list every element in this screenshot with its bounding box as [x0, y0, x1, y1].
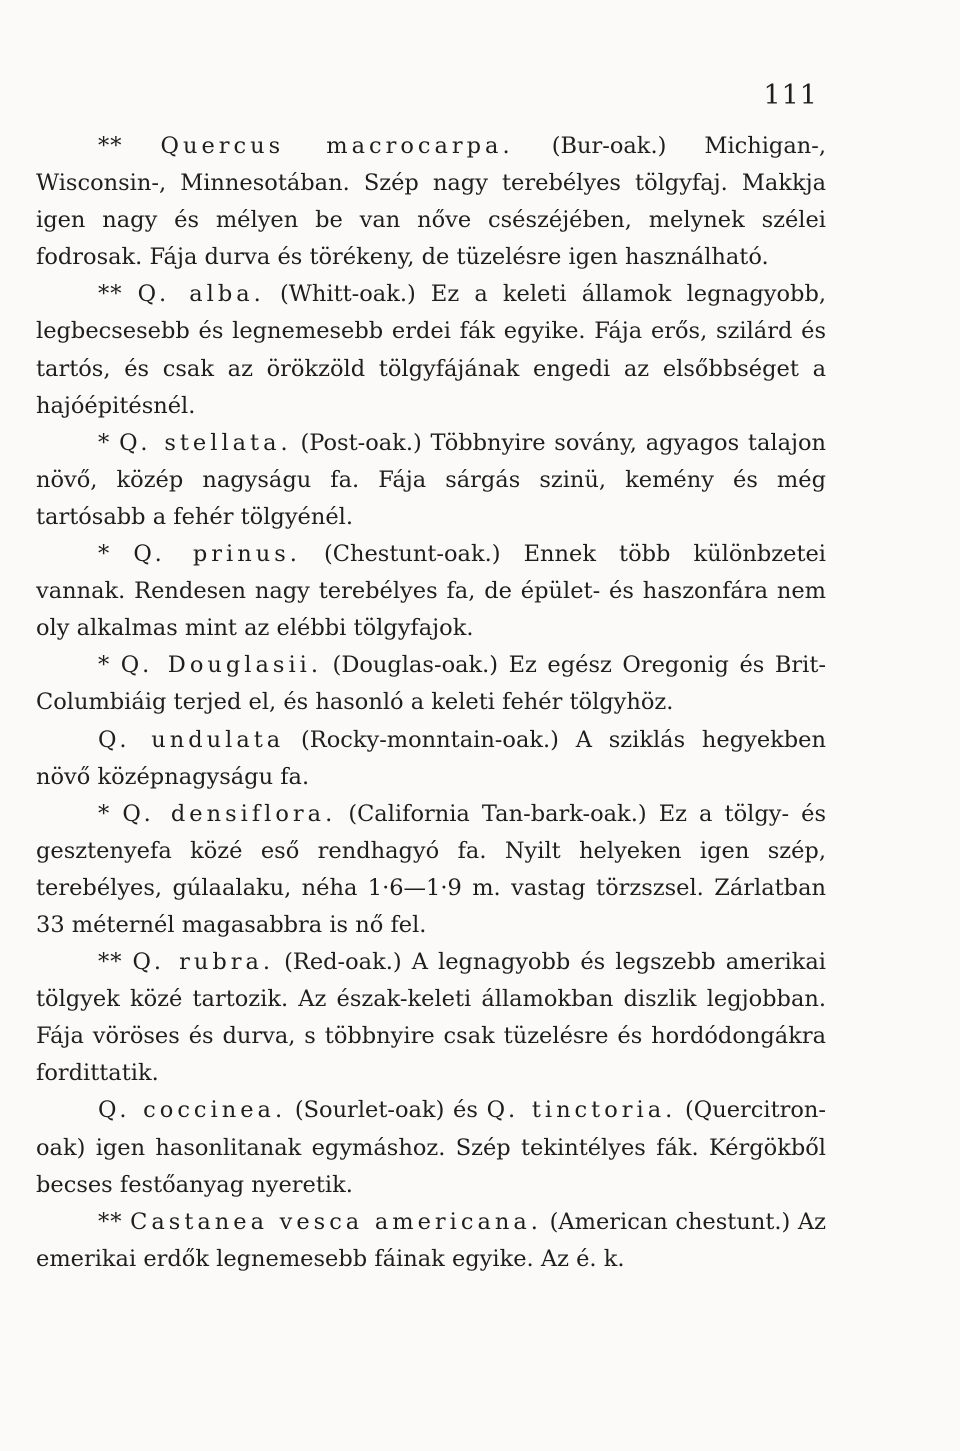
species-name: Q. coccinea. — [98, 1097, 287, 1124]
page-text — [36, 128, 826, 1278]
entry-text: (California Tan-bark-oak.) Ez a tölgy- és gesztenyefa közé eső rendhagyó fa. Nyilt helyeken igen szép, terebélyes, gúlaalaku, néha 1·6—1·9 m. vastag törzszsel. Zárlatban 33 méternél magasabbra is nő fel. — [36, 800, 826, 938]
species-name: Q. undulata — [98, 726, 285, 753]
entry-mark: ** — [98, 281, 123, 308]
species-name-second: Q. tinctoria. — [486, 1097, 677, 1124]
species-name: Q. stellata. — [119, 429, 292, 456]
entry-mark: ** — [98, 1208, 123, 1235]
entry-text: (American chestunt.) Az emerikai erdők legnemesebb fáinak egyike. Az é. k. — [36, 1208, 827, 1272]
entry-text: (Post-oak.) Többnyire sovány, agyagos talajon növő, közép nagyságu fa. Fája sárgás szinü, kemény és még tartósabb a fehér tölgyénél. — [36, 429, 827, 530]
entry-q-densiflora — [36, 796, 826, 944]
entry-text: (Chestunt-oak.) Ennek több különbzetei vannak. Rendesen nagy terebélyes fa, de épület- és haszonfára nem oly alkalmas mint az elébbi tölgyfajok. — [36, 541, 826, 642]
entry-q-prinus — [36, 536, 826, 647]
species-name: Q. rubra. — [132, 949, 275, 976]
species-name: Q. Douglasii. — [120, 652, 322, 679]
entry-q-douglasii — [36, 647, 826, 721]
entry-castanea-vesca — [36, 1204, 826, 1278]
entry-mark: * — [98, 429, 111, 456]
entry-text: (Whitt-oak.) Ez a keleti államok legnagyobb, legbecsesebb és legnemesebb erdei fák egyike. Fája erős, szilárd és tartós, és csak az örökzöld tölgyfájának engedi az elsőbbséget a hajóépitésnél. — [36, 281, 827, 419]
entry-mark: ** — [98, 133, 123, 159]
species-name: Q. densiflora. — [122, 800, 337, 827]
entry-text: (Bur-oak.) Michigan-, Wisconsin-, Minnesotában. Szép nagy terebélyes tölgyfaj. Makkja igen nagy és mélyen be van nőve csészéjében, melynek szélei fodrosak. Fája durva és törékeny, de tüzelésre igen használható. — [36, 133, 826, 271]
entry-text: (Douglas-oak.) Ez egész Oregonig és Brit-Columbiáig terjed el, és hasonló a keleti fehér tölgyhöz. — [36, 652, 827, 716]
entry-q-undulata — [36, 722, 826, 796]
entry-text: (Red-oak.) A legnagyobb és legszebb amerikai tölgyek közé tartozik. Az észak-keleti államokban diszlik legjobban. Fája vöröses és durva, s többnyire csak tüzelésre és hordódongákra fordittatik. — [36, 949, 826, 1087]
entry-text-second: (Quercitron-oak) igen hasonlitanak egymáshoz. Szép tekintélyes fák. Kérgökből becses festőanyag nyeretik. — [36, 1097, 827, 1198]
entry-q-coccinea — [36, 1092, 826, 1203]
entry-mark: * — [98, 541, 111, 568]
entry-text: (Rocky-monntain-oak.) A sziklás hegyekben növő középnagyságu fa. — [36, 726, 826, 790]
entry-q-alba — [36, 276, 826, 424]
entry-mark: ** — [98, 949, 123, 976]
entry-quercus-macrocarpa — [36, 128, 826, 276]
species-name: Quercus macrocarpa. — [160, 133, 514, 159]
entry-q-stellata — [36, 425, 826, 536]
species-name: Q. prinus. — [133, 541, 301, 568]
species-name: Q. alba. — [137, 281, 265, 308]
page-number: 111 — [763, 80, 818, 111]
species-name: Castanea vesca americana. — [130, 1208, 542, 1235]
entry-text: (Sourlet-oak) és — [294, 1097, 478, 1124]
entry-q-rubra — [36, 944, 826, 1092]
entry-mark: * — [98, 800, 111, 827]
entry-mark: * — [98, 652, 111, 679]
